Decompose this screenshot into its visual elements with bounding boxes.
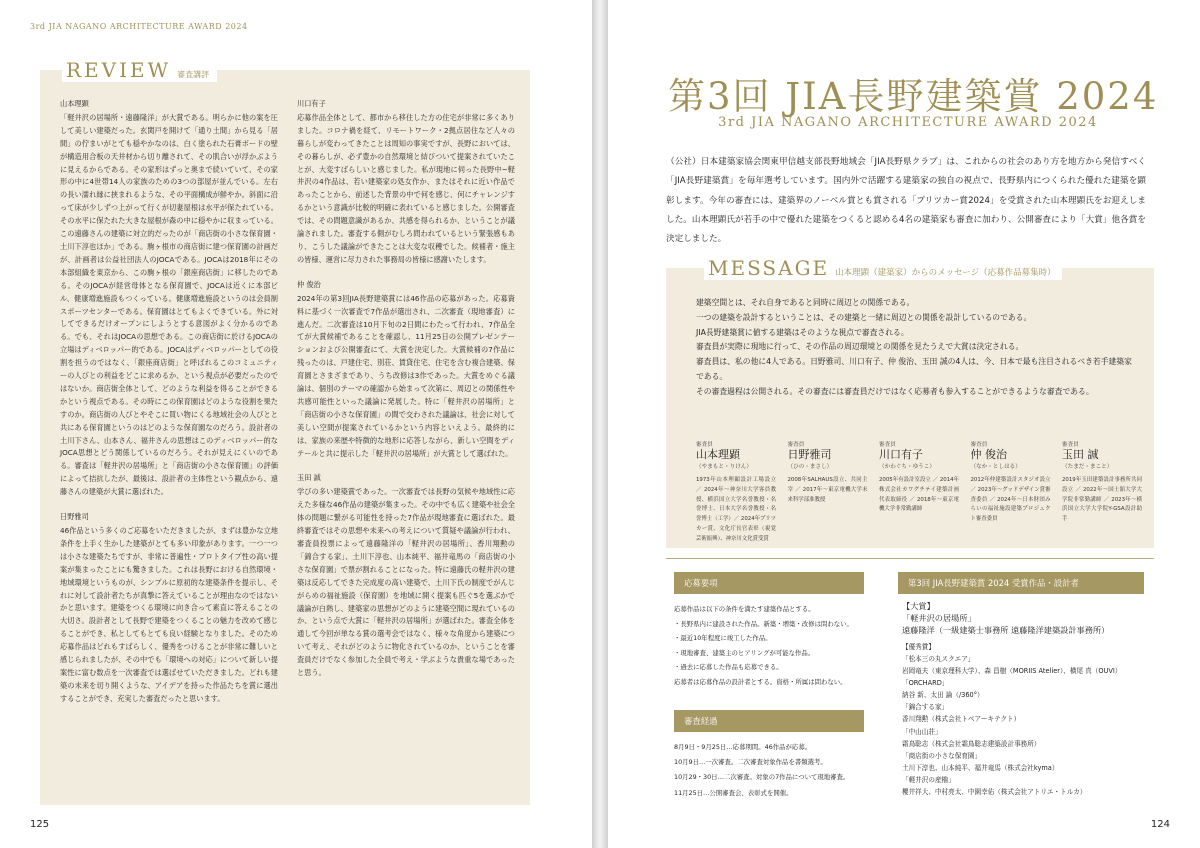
review-subtitle: 審査講評 bbox=[177, 70, 210, 79]
judge-card bbox=[879, 440, 959, 545]
reviewer-name: 玉田 誠 bbox=[297, 473, 321, 483]
excellence-designer: 納谷 新、太田 論（/360°） bbox=[902, 691, 984, 700]
grand-prize-designer: 遠藤隆洋（一級建築士事務所 遠藤隆洋建築設計事務所） bbox=[902, 625, 1110, 635]
requirements-heading: 応募要項 bbox=[674, 572, 864, 594]
reviewer-text: 2024年の第3回JIA長野建築賞には46作品の応募があった。応募資料に基づく一次審査で7作品が選出され、二次審査（現地審査）に進んだ。二次審査は10月下旬の2日間にわたって行われ、7作品全てが大賞候補であることを確認し、11月25日の公開プレゼンテーションおよび公開審査にて、大賞を決定した。大賞候補の7作品に残ったのは、戸建住宅、別荘、賃貸住宅、住宅を含む複合建築、保育園とさまざまであり、うち改修は3作であった。大賞をめぐる議論は、個別のテーマの確認から始まって次第に、周辺との関係性や共感可能性といった議論に発展した。特に「軽井沢の居場所」と「商店街の小さな保育園」の間で交わされた議論は、社会に対して美しい空間が提案されているかという内容といえよう。最終的には、家族の来歴や特徴的な地形に応答しながら、新しい空間をディテールと共に提示した「軽井沢の居場所」が大賞として選ばれた。 bbox=[297, 293, 515, 458]
reviewer-naka bbox=[297, 279, 515, 461]
judge-name: 玉田 誠 bbox=[1062, 448, 1099, 461]
message-line: 建築空間とは、それ自身であると同時に周辺との関係である。 bbox=[696, 298, 915, 307]
judge-reading: （なか・としはる） bbox=[970, 464, 1021, 470]
reviewer-kawaguchi bbox=[297, 98, 515, 267]
book-gutter bbox=[592, 0, 608, 848]
reviewer-text: 「軽井沢の居場所・遠藤隆洋」が大賞である。明らかに他の案を圧して美しい建築だった。玄関戸を開けて「通り土間」から見る「居間」の佇まいがとても穏やかなのは、白く塗られた石膏ボードの壁が構造用合板の天井材から切り離されて、その肌合いが浮かぶように見えるからである。その家形はずっと奥まで続いていて、その家形の中に4世帯14人の家族のための3つの部屋が並んでいる。左右の長い濡れ縁に挟まれるような、その平面構成が鮮やか。斜面に沿って床が少しずつ上がって行くが切妻屋根は水平が保たれている。その水平に保たれた大きな屋根が森の中に穏やかに収まっている。この遠藤さんの建築に対立的だったのが「商店街の小さな保育園・土川下淳也ほか」である。駒ヶ根市の商店街に建つ保育園の計画だが、計画者は公益社団法人のJOCAである。JOCAは2018年にその本部組織を東京から、この駒ヶ根の「銀座商店街」に移したのである。そのJOCAが経営母体となる保育園で、JOCAは近くに本部ビル、健康増進施設もつくっている。健康増進施設というのは会員制スポーツセンターである。保育園はとてもよくできている。外に対してできるだけオープンにしようとする意図がよく分かるのである。でも、それはJOCAの思想である。この商店街に於けるJOCAの立場はディベロッパー的である。JOCAはディベロッパーとしての役割を担うのではなく、「銀座商店街」と呼ばれるこのコミュニティーの人びとの利益をどこに求めるか、という視点が必要だったのではないか。商店街全体として、どのような利益を得ることができるかという視点である。その時にこの保育園はどのような役割を果たすのか。商店街の人びとやそこに買い物にくる地域社会の人びとと共にある保育園というのはどのような保育園なのだろう。設計者の土川下さん、山本さん、福井さんの思想はこのディベロッパー的なJOCA思想とどう関係しているのだろう。それが見えにくいのである。審査は「軽井沢の居場所」と「商店街の小さな保育園」の評価によって拮抗したが、最後は、設計者の主体性という観点から、遠藤さんの建築が大賞に選ばれた。 bbox=[60, 112, 278, 497]
intro-paragraph: （公社）日本建築家協会関東甲信越支部長野地域会「JIA長野県クラブ」は、これからの社会のあり方を地方から発信すべく「JIA長野建築賞」を毎年選考しています。国内外で活躍する建築家の独自の視点で、長野県内につくられた優れた建築を顕彰します。今年の審査には、建築界のノーベル賞とも賞される「プリツカー賞2024」を受賞された山本理顕氏をお迎えしました。山本理顕氏が若手の中で優れた建築をつくると認める4名の建築家も審査に加わり、公開審査により「大賞」他各賞を決定しました。 bbox=[666, 157, 1146, 245]
running-head: 3rd JIA NAGANO ARCHITECTURE AWARD 2024 bbox=[30, 22, 248, 31]
reviewer-text: 46作品という多くのご応募をいただきましたが、まずは豊かな立地条件を上手く生かした建築がとても多い印象があります。一つ一つは小さな建築たちですが、非常に普遍性・プロトタイプ性の高い提案が集まったことにも驚きました。これは長野における自然環境・地域環境というものが、シンプルに原初的な建築条件を提示し、それに対して設計者たちが真摯に答えていることが理由なのではないかと思います。建築をつくる環境に向き合って素直に答えることの大切さ。設計者として長野で建築をつくることの魅力を改めて感じることができ、私としてもとても良い経験となりました。そのため応募作品はどれもすばらしく、優秀をつけることが非常に難しいと感じられましたが、その中でも「環境への対応」について新しい提案性に富む数点を一次審査では選ばせていただきました。どれも建築の未来を切り開くような、アイデアを持った作品たちを賞に選出することができ、充実した審査だったと思います。 bbox=[60, 526, 278, 703]
winners-heading: 第3回 JIA長野建築賞 2024 受賞作品・設計者 bbox=[898, 572, 1144, 594]
process-item: 10月9日…一次審査。二次審査対象作品を書類選考。 bbox=[674, 758, 827, 767]
review-heading bbox=[62, 58, 217, 82]
judge-name: 日野雅司 bbox=[787, 448, 832, 461]
excellence-designer: 香川翔勲（株式会社トベアーキテクト） bbox=[902, 715, 1021, 724]
review-title: REVIEW bbox=[66, 58, 172, 82]
excellence-work: 「商店街の小さな保育園」 bbox=[902, 751, 982, 760]
judge-bio: 2008年SALHAUS設立、共同主宰 ／ 2017年～東京電機大学未来科学部准教授 bbox=[787, 477, 868, 503]
section-divider bbox=[666, 558, 1154, 559]
reviewer-text: 学びの多い建築賞であった。一次審査では長野の気候や地域性に応えた多様な46作品の建築が集まった。その中でも広く建築や社会全体の問題に繋がる可能性を持った7作品が現地審査に選ばれた。最終審査ではその思想や未来への考えについて質疑や議論が行われ、審査員投票によって遠藤隆洋の「軽井沢の居場所」、香川翔勲の「錦合する家」、土川下淳也、山本純平、福井竜馬の「商店街の小さな保育園」で票が割れることになった。特に遠藤氏の軽井沢の建築は反応してできた完成度の高い建築で、土川下氏の制度でがんじがらめの福祉施設（保育園）を地域に開く提案も匹ぐ5を選ぶかで議論が白熱し、建築家の思想がどのように建築空間に現れているのか、という点で大賞に「軽井沢の居場所」が選ばれた。審査全体を通して今回が単なる賞の選考会ではなく、様々な角度から建築について考え、それがどのように物化されているのか、ということを審査員だけでなく参加した全員で考え・学ぶような貴重な場であったと思う。 bbox=[297, 487, 515, 678]
requirements-list bbox=[674, 602, 879, 690]
reviewer-name: 山本理顕 bbox=[60, 99, 89, 108]
grand-prize-work: 「軽井沢の居場所」 bbox=[902, 613, 976, 623]
judge-card bbox=[971, 440, 1051, 545]
reviewer-yamamoto bbox=[60, 98, 278, 499]
message-line: その審査過程は公開される。その審査には審査員だけではなく応募者も参入することができるような審査である。 bbox=[696, 386, 1094, 396]
requirement-item: ・最近10年程度に竣工した作品。 bbox=[674, 634, 772, 643]
left-page bbox=[0, 0, 592, 848]
excellence-heading: 【優秀賞】 bbox=[902, 643, 935, 651]
page-title: 第3回 JIA長野建築賞 2024 bbox=[668, 75, 1159, 118]
excellence-work: 「軽井沢の産櫓」 bbox=[902, 775, 955, 784]
excellence-designer: 岩岡竜夫（東京理科大学）、森 昌樹（MORIIS Atelier）、横尾 真（OUVI） bbox=[902, 667, 1122, 676]
requirement-item: ・過去に応募した作品も応募できる。 bbox=[674, 663, 783, 672]
judge-role: 審査員 bbox=[696, 442, 713, 448]
page-number: 124 bbox=[1150, 819, 1170, 830]
judge-role: 審査員 bbox=[787, 442, 805, 448]
reviewer-text: 応募作品全体として、都市から移住した方の住宅が非常に多くありました。コロナ禍を経て、リモートワーク・2拠点居住など人々の暮らしが変わってきたことは周知の事実ですが、長野においては、その暮らしが、必ず豊かの自然環境と結びついて提案されていたことが、大変すばらしいと感じました。私が現地に伺った長野中~軽井沢の4作品は、若い建築家の処女作か、またはそれに近い作品であったことから、前述した背景の中で何を感じ、何にチャレンジするかという意識が比較的明確に表れていると感じました。公開審査では、その問題意識があるか、共感を得られるか、ということが議論されました。審査する側がむしろ問われているという緊張感もあり、こうした議論ができたことは大変な収穫でした。候補者・施主の皆様、運営に尽力された事務局の皆様に感謝いたします。 bbox=[297, 112, 515, 264]
judge-card bbox=[1062, 440, 1142, 545]
judge-bio: 2012年仲建築設計スタジオ設立 ／ 2023年～グッドデザイン賞審査委員 ／ 2024年～日本財団みらいの福祉施設建築プロジェクト審査委員 bbox=[970, 477, 1051, 523]
excellence-designer: 土川下淳也、山本純平、福井竜馬（株式会社kyma） bbox=[902, 763, 1059, 772]
message-line: JIA長野建築賞に値する建築はそのような視点で審査される。 bbox=[696, 327, 909, 337]
process-item: 8月9日・9月25日…応募期間。46作品が応募。 bbox=[674, 743, 812, 751]
reviewer-name: 仲 俊治 bbox=[297, 279, 321, 289]
message-subtitle: 山本理顕（建築家）からのメッセージ（応募作品募集時） bbox=[835, 268, 1056, 278]
review-column-left bbox=[60, 98, 278, 718]
winners-list bbox=[902, 600, 1147, 798]
judge-card bbox=[696, 440, 776, 545]
requirement-item: ・長野県内に建設された作品。新築・増築・改修は問わない。 bbox=[674, 619, 853, 628]
process-heading: 審査経過 bbox=[674, 710, 864, 732]
message-line: 審査員が実際に現地に行って、その作品の周辺環境との関係を見たうえで大賞は決定される。 bbox=[696, 342, 1024, 352]
page-subtitle: 3rd JIA NAGANO ARCHITECTURE AWARD 2024 bbox=[718, 115, 1098, 130]
judge-reading: （たまだ・まこと） bbox=[1062, 464, 1113, 470]
judge-name: 仲 俊治 bbox=[970, 448, 1007, 461]
process-item: 11月25日…公開審査会、表彰式を開催。 bbox=[674, 788, 793, 797]
requirement-item: 応募作品は以下の条件を満たす建築作品とする。 bbox=[674, 605, 815, 613]
message-title: MESSAGE bbox=[708, 256, 830, 280]
reviewer-tamada bbox=[297, 472, 515, 680]
excellence-designer: 櫻井祥大、中村亮太、中園幸佑（株式会社アトリエ・トルカ） bbox=[902, 788, 1087, 797]
message-body bbox=[696, 296, 1136, 400]
grand-prize-heading: 【大賞】 bbox=[902, 601, 935, 611]
excellence-work: 「松本三の丸スクエア」 bbox=[902, 655, 975, 663]
judge-reading: （ひの・まさし） bbox=[787, 464, 833, 470]
message-line: 審査員は、私の他に4人である。日野雅司、川口有子、仲 俊治、玉田 誠の4人は、今、日本で最も注目されるべき若手建築家である。 bbox=[696, 357, 1132, 381]
message-heading bbox=[704, 256, 1062, 280]
judges-list bbox=[696, 440, 1142, 545]
judge-role: 審査員 bbox=[970, 442, 988, 448]
message-line: 一つの建築を設計するということは、その建築と一緒に周辺との関係を設計しているのである。 bbox=[696, 312, 1032, 322]
process-item: 10月29・30日…二次審査。対象の7作品について現地審査。 bbox=[674, 773, 850, 782]
process-list bbox=[674, 740, 879, 801]
requirement-item: ・現地審査、建築主のヒアリングが可能な作品。 bbox=[674, 648, 815, 657]
judge-bio: 2019年玉田建築設計事務所共同設立 ／ 2022年～国士舘大学大学院非常勤講師 ／ 2023年～横浜国立大学大学院Y-GSA設計助手 bbox=[1062, 477, 1142, 523]
reviewer-name: 川口有子 bbox=[297, 99, 326, 108]
excellence-work: 「錦合する家」 bbox=[902, 703, 949, 712]
judge-bio: 2005年有設計室設立 ／ 2014年株式会社カワグチテイ建築計画代表取締役 ／ 2018年～東京電機大学非常勤講師 bbox=[879, 477, 959, 513]
reviewer-name: 日野雅司 bbox=[60, 512, 89, 522]
judge-reading: （やまもと・りけん） bbox=[696, 464, 752, 470]
judge-card bbox=[788, 440, 868, 545]
judge-role: 審査員 bbox=[1062, 442, 1079, 448]
reviewer-hino bbox=[60, 511, 278, 706]
judge-name: 山本理顕 bbox=[696, 448, 740, 461]
requirement-item: 応募者は応募作品の設計者とする。資格・所属は問わない。 bbox=[674, 677, 847, 686]
review-column-right bbox=[297, 98, 515, 692]
judge-name: 川口有子 bbox=[879, 448, 923, 461]
judge-role: 審査員 bbox=[879, 442, 896, 448]
excellence-designer: 霜鳥聡志（株式会社霜鳥聡志建築設計事務所） bbox=[902, 739, 1041, 748]
right-page bbox=[608, 0, 1200, 848]
page-number: 125 bbox=[30, 819, 50, 830]
judge-bio: 1973年山本理顕設計工場設立 ／ 2024年～神奈川大学客員教授、横浜国立大学名誉教授・名誉博士、日本大学名誉教授・名誉博士（工学）／ 2024年プリツカー賞、文化庁長官表彰（視覚芸術振興）、神奈川文化賞受賞 bbox=[696, 477, 776, 542]
excellence-work: 「中山山荘」 bbox=[902, 727, 942, 736]
excellence-work: 「ORCHARD」 bbox=[902, 679, 949, 688]
judge-reading: （かわぐち・ゆうこ） bbox=[879, 464, 935, 470]
